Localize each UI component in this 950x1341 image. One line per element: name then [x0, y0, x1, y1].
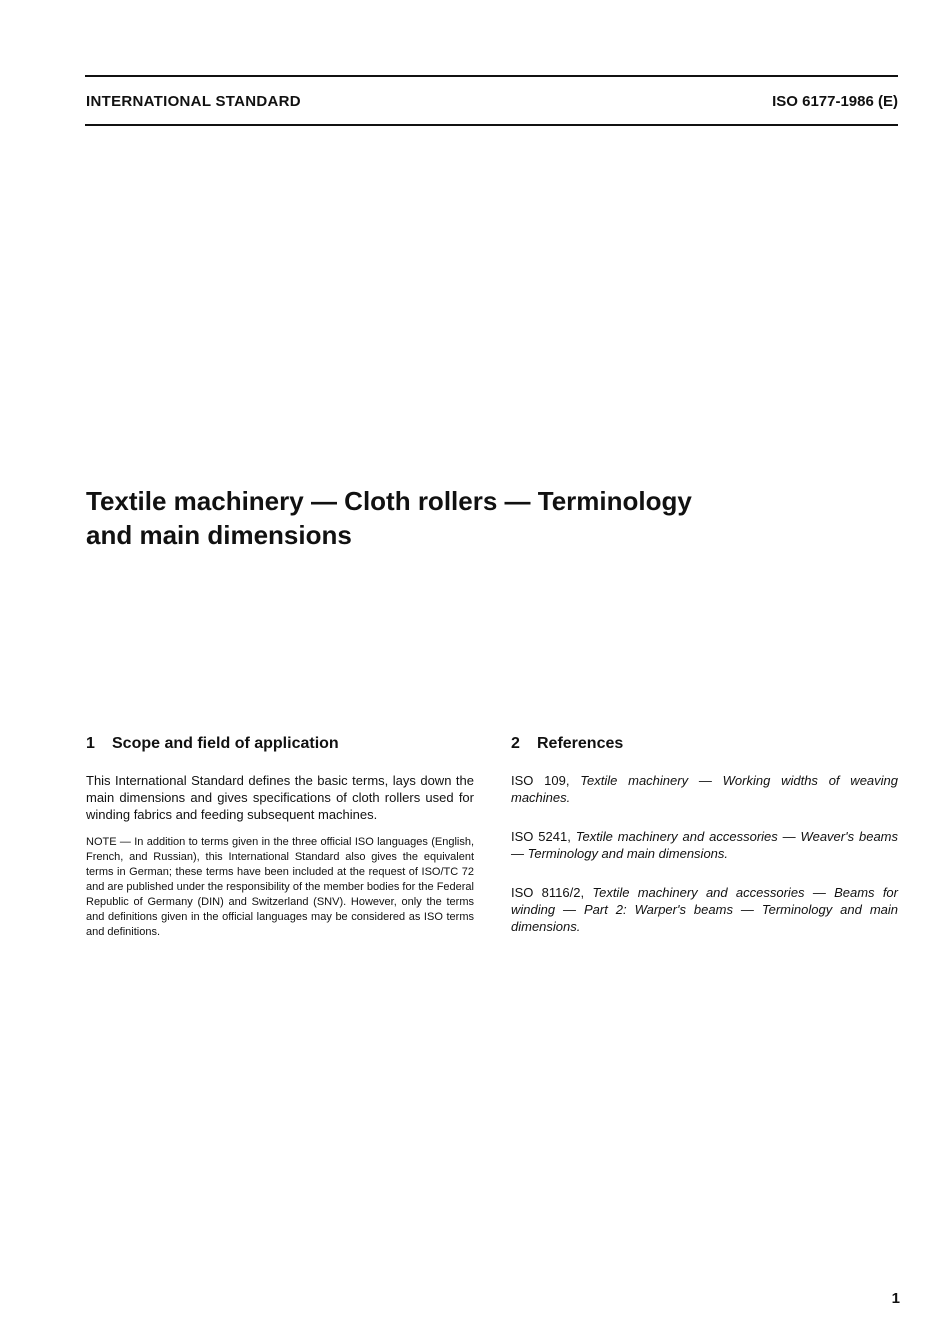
note-text: In addition to terms given in the three official ISO languages (English, French, and Russian), this International Standard also gives the equivalent terms in German; these terms have been included at the request of ISO/TC 72 and are published under the responsibility of the member bodies for the Federal Republic of Germany (DIN) and Switzerland (SNV). However, only the terms and definitions given in the official languages may be considered as ISO terms and definitions. [86, 836, 475, 938]
reference-item [511, 772, 898, 806]
section-title: References [537, 735, 624, 752]
section-heading-references [511, 734, 898, 754]
document-number: ISO 6177-1986 (E) [772, 93, 898, 110]
reference-item [511, 828, 898, 862]
section-heading-scope [86, 734, 474, 754]
reference-code: ISO 5241, [511, 829, 576, 844]
document-title [86, 484, 866, 552]
title-line-2: and main dimensions [86, 520, 352, 550]
section-number: 2 [511, 735, 520, 752]
section-scope [86, 734, 474, 940]
reference-title: Textile machinery — Working widths of weaving machines. [511, 773, 899, 805]
reference-item [511, 884, 898, 935]
scope-paragraph: This International Standard defines the basic terms, lays down the main dimensions and gives specifications of cloth rollers used for winding fabrics and feeding subsequent machines. [86, 773, 474, 822]
reference-code: ISO 109, [511, 773, 581, 788]
reference-title: Textile machinery and accessories — Weaver's beams — Terminology and main dimensions. [511, 829, 898, 861]
header-bottom-rule [85, 124, 898, 126]
section-references [511, 734, 898, 957]
section-number: 1 [86, 735, 95, 752]
section-title: Scope and field of application [112, 735, 339, 752]
reference-code: ISO 8116/2, [511, 885, 593, 900]
note-label: NOTE — [86, 836, 135, 848]
scope-note [86, 835, 474, 940]
header-top-rule [85, 75, 898, 77]
title-line-1: Textile machinery — Cloth rollers — Terminology [86, 486, 692, 516]
page-number: 1 [891, 1290, 900, 1307]
document-type-label: INTERNATIONAL STANDARD [86, 93, 301, 110]
reference-title: Textile machinery and accessories — Beams for winding — Part 2: Warper's beams — Terminology and main dimensions. [511, 885, 898, 934]
